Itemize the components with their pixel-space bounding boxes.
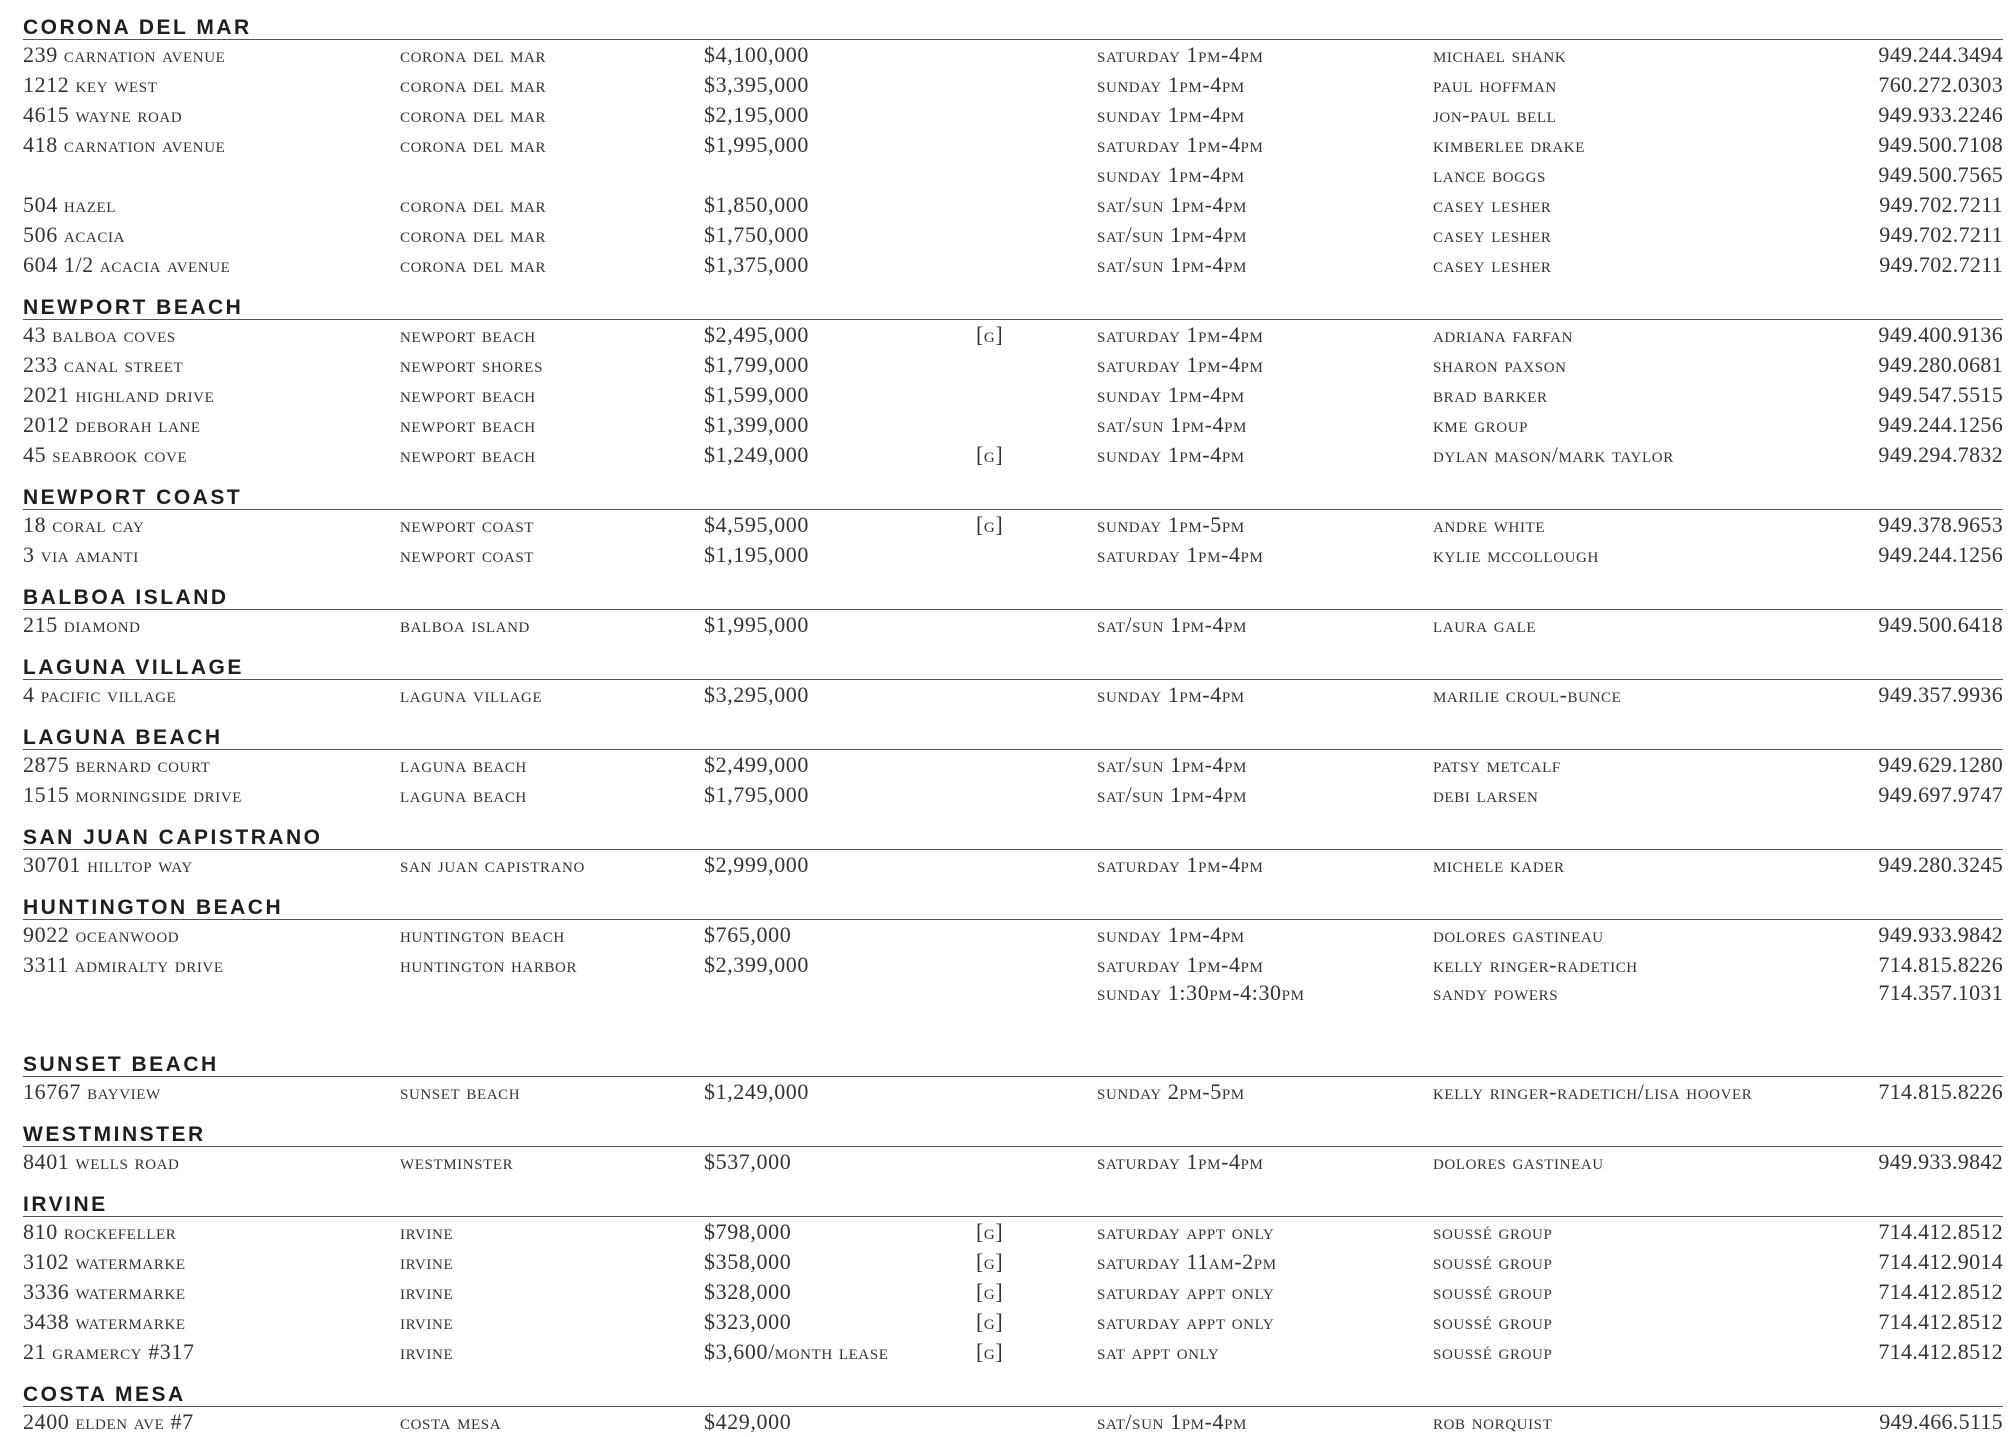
- listing-price: $1,750,000: [704, 222, 809, 247]
- listing-price: $537,000: [704, 1149, 792, 1174]
- listing-phone: 949.280.0681: [1878, 352, 2003, 377]
- section-spacer: [23, 1008, 2003, 1037]
- listing-price: $1,399,000: [704, 412, 809, 437]
- listing-open-house-time: saturday 1pm-4pm: [1097, 132, 1264, 157]
- listing-row: [23, 130, 2003, 160]
- listing-row: [23, 160, 2003, 190]
- listing-price: $1,249,000: [704, 442, 809, 467]
- listing-address: 506 acacia: [23, 222, 126, 247]
- listing-city: corona del mar: [400, 222, 547, 247]
- area-section: [23, 280, 2003, 470]
- listing-phone: 714.412.8512: [1878, 1279, 2003, 1304]
- listing-agent: casey lesher: [1433, 252, 1552, 277]
- section-title: CORONA DEL MAR: [23, 16, 252, 39]
- listing-price: $1,375,000: [704, 252, 809, 277]
- listing-price: $358,000: [704, 1249, 792, 1274]
- listing-agent: kylie mccollough: [1433, 542, 1599, 567]
- listing-phone: 949.244.1256: [1878, 412, 2003, 437]
- area-section: [23, 880, 2003, 1037]
- listing-phone: 714.412.8512: [1878, 1339, 2003, 1364]
- section-header: [23, 470, 2003, 510]
- listing-open-house-time: sat/sun 1pm-4pm: [1097, 222, 1247, 247]
- listing-price: $1,249,000: [704, 1079, 809, 1104]
- listing-address: 2012 deborah lane: [23, 412, 201, 437]
- listing-phone: 949.933.9842: [1878, 922, 2003, 947]
- listing-agent: laura gale: [1433, 612, 1537, 637]
- section-header: [23, 1107, 2003, 1147]
- listing-agent: michele kader: [1433, 852, 1565, 877]
- section-header: [23, 280, 2003, 320]
- area-section: [23, 640, 2003, 710]
- listing-open-house-time: saturday 1pm-4pm: [1097, 1149, 1264, 1174]
- listing-row: [23, 980, 2003, 1008]
- listing-price: $798,000: [704, 1219, 792, 1244]
- listing-agent: michael shank: [1433, 42, 1567, 67]
- listing-address: 16767 bayview: [23, 1079, 161, 1104]
- listing-price: $765,000: [704, 922, 792, 947]
- listing-agent: kelly ringer-radetich/lisa hoover: [1433, 1079, 1753, 1104]
- listing-agent: dylan mason/mark taylor: [1433, 442, 1674, 467]
- listing-agent: dolores gastineau: [1433, 922, 1604, 947]
- section-title: NEWPORT COAST: [23, 486, 243, 509]
- section-title: LAGUNA VILLAGE: [23, 656, 244, 679]
- listing-city: newport beach: [400, 412, 536, 437]
- listing-agent: soussé group: [1433, 1339, 1553, 1364]
- section-title: SUNSET BEACH: [23, 1053, 219, 1076]
- listing-city: huntington beach: [400, 922, 565, 947]
- section-title: WESTMINSTER: [23, 1123, 206, 1146]
- listing-address: 3438 watermarke: [23, 1309, 186, 1334]
- listing-address: 239 carnation avenue: [23, 42, 226, 67]
- listing-phone: 949.357.9936: [1878, 682, 2003, 707]
- listing-city: costa mesa: [400, 1409, 502, 1434]
- listing-open-house-time: sunday 1pm-4pm: [1097, 682, 1245, 707]
- open-house-listing: [23, 0, 2003, 1437]
- listing-garage-tag: [g]: [976, 1339, 1004, 1364]
- listing-address: 4 pacific village: [23, 682, 177, 707]
- listing-price: $3,600/month lease: [704, 1339, 889, 1364]
- listing-city: sunset beach: [400, 1079, 521, 1104]
- listing-city: newport beach: [400, 382, 536, 407]
- listing-agent: soussé group: [1433, 1219, 1553, 1244]
- listing-garage-tag: [g]: [976, 512, 1004, 537]
- listing-price: $2,399,000: [704, 952, 809, 977]
- listing-phone: 949.702.7211: [1879, 192, 2003, 217]
- listing-address: 4615 wayne road: [23, 102, 183, 127]
- listing-row: [23, 1147, 2003, 1177]
- listing-row: [23, 540, 2003, 570]
- listing-address: 2400 elden ave #7: [23, 1409, 194, 1434]
- listing-agent: marilie croul-bunce: [1433, 682, 1622, 707]
- listing-row: [23, 510, 2003, 540]
- listing-open-house-time: saturday 1pm-4pm: [1097, 952, 1264, 977]
- listing-open-house-time: saturday 1pm-4pm: [1097, 42, 1264, 67]
- section-title: COSTA MESA: [23, 1383, 186, 1406]
- section-header: [23, 640, 2003, 680]
- listing-row: [23, 250, 2003, 280]
- listing-price: $3,295,000: [704, 682, 809, 707]
- listing-address: 30701 hilltop way: [23, 852, 193, 877]
- area-section: [23, 1177, 2003, 1367]
- listing-price: $1,995,000: [704, 612, 809, 637]
- listing-phone: 949.500.6418: [1878, 612, 2003, 637]
- section-header: [23, 0, 2003, 40]
- listing-phone: 949.702.7211: [1879, 222, 2003, 247]
- listing-phone: 714.815.8226: [1878, 952, 2003, 977]
- listing-agent: adriana farfan: [1433, 322, 1574, 347]
- listing-row: [23, 220, 2003, 250]
- listing-open-house-time: sunday 1pm-4pm: [1097, 72, 1245, 97]
- listing-open-house-time: sunday 1pm-4pm: [1097, 922, 1245, 947]
- listing-price: $4,595,000: [704, 512, 809, 537]
- listing-agent: andre white: [1433, 512, 1546, 537]
- listing-garage-tag: [g]: [976, 1249, 1004, 1274]
- listing-open-house-time: sat/sun 1pm-4pm: [1097, 412, 1247, 437]
- listing-garage-tag: [g]: [976, 1219, 1004, 1244]
- area-section: [23, 710, 2003, 810]
- listing-phone: 949.244.1256: [1878, 542, 2003, 567]
- listing-city: newport coast: [400, 542, 535, 567]
- listing-address: 233 canal street: [23, 352, 184, 377]
- listing-open-house-time: sat/sun 1pm-4pm: [1097, 252, 1247, 277]
- listing-address: 3336 watermarke: [23, 1279, 186, 1304]
- listing-address: 45 seabrook cove: [23, 442, 188, 467]
- listing-open-house-time: sunday 1pm-4pm: [1097, 102, 1245, 127]
- listing-agent: soussé group: [1433, 1279, 1553, 1304]
- listing-agent: lance boggs: [1433, 162, 1546, 187]
- listing-address: 3102 watermarke: [23, 1249, 186, 1274]
- listing-price: $2,495,000: [704, 322, 809, 347]
- listing-price: $429,000: [704, 1409, 792, 1434]
- listing-row: [23, 100, 2003, 130]
- section-header: [23, 1177, 2003, 1217]
- listing-row: [23, 410, 2003, 440]
- listing-city: corona del mar: [400, 132, 547, 157]
- listing-city: irvine: [400, 1249, 454, 1274]
- listing-open-house-time: sunday 1pm-5pm: [1097, 512, 1245, 537]
- listing-agent: kme group: [1433, 412, 1529, 437]
- listing-price: $3,395,000: [704, 72, 809, 97]
- listing-price: $323,000: [704, 1309, 792, 1334]
- listing-row: [23, 950, 2003, 980]
- listing-city: westminster: [400, 1149, 514, 1174]
- listing-phone: 714.412.8512: [1878, 1219, 2003, 1244]
- listing-open-house-time: sunday 2pm-5pm: [1097, 1079, 1245, 1104]
- listing-price: $4,100,000: [704, 42, 809, 67]
- listing-row: [23, 610, 2003, 640]
- listing-agent: dolores gastineau: [1433, 1149, 1604, 1174]
- listing-row: [23, 1337, 2003, 1367]
- listing-agent: kimberlee drake: [1433, 132, 1585, 157]
- listing-address: 3311 admiralty drive: [23, 952, 224, 977]
- listing-address: 418 carnation avenue: [23, 132, 226, 157]
- listing-agent: kelly ringer-radetich: [1433, 952, 1638, 977]
- listing-city: newport beach: [400, 322, 536, 347]
- listing-row: [23, 70, 2003, 100]
- listing-phone: 949.400.9136: [1878, 322, 2003, 347]
- listing-address: 43 balboa coves: [23, 322, 176, 347]
- section-title: BALBOA ISLAND: [23, 586, 229, 609]
- listing-agent: casey lesher: [1433, 222, 1552, 247]
- listing-open-house-time: sat/sun 1pm-4pm: [1097, 1409, 1247, 1434]
- listing-row: [23, 780, 2003, 810]
- listing-address: 2875 bernard court: [23, 752, 211, 777]
- listing-row: [23, 1077, 2003, 1107]
- listing-price: $328,000: [704, 1279, 792, 1304]
- area-section: [23, 810, 2003, 880]
- listing-agent: sandy powers: [1433, 980, 1559, 1005]
- listing-phone: 949.629.1280: [1878, 752, 2003, 777]
- listing-phone: 949.547.5515: [1878, 382, 2003, 407]
- listing-price: $2,499,000: [704, 752, 809, 777]
- listing-city: newport shores: [400, 352, 544, 377]
- listing-address: 9022 oceanwood: [23, 922, 180, 947]
- listing-open-house-time: saturday 1pm-4pm: [1097, 542, 1264, 567]
- listing-agent: jon-paul bell: [1433, 102, 1557, 127]
- listing-price: $1,195,000: [704, 542, 809, 567]
- listing-city: corona del mar: [400, 42, 547, 67]
- listing-city: laguna beach: [400, 782, 527, 807]
- listing-phone: 949.280.3245: [1878, 852, 2003, 877]
- listing-row: [23, 440, 2003, 470]
- listing-price: $2,999,000: [704, 852, 809, 877]
- listing-price: $2,195,000: [704, 102, 809, 127]
- listing-open-house-time: sat/sun 1pm-4pm: [1097, 752, 1247, 777]
- listing-open-house-time: sunday 1:30pm-4:30pm: [1097, 980, 1305, 1005]
- listing-agent: sharon paxson: [1433, 352, 1567, 377]
- listing-open-house-time: sat/sun 1pm-4pm: [1097, 782, 1247, 807]
- listing-phone: 714.412.9014: [1878, 1249, 2003, 1274]
- listing-garage-tag: [g]: [976, 1309, 1004, 1334]
- listing-city: huntington harbor: [400, 952, 578, 977]
- listing-address: 18 coral cay: [23, 512, 145, 537]
- listing-phone: 949.466.5115: [1879, 1409, 2003, 1434]
- listing-city: san juan capistrano: [400, 852, 585, 877]
- listing-phone: 949.294.7832: [1878, 442, 2003, 467]
- listing-agent: debi larsen: [1433, 782, 1539, 807]
- listing-city: corona del mar: [400, 192, 547, 217]
- listing-agent: brad barker: [1433, 382, 1548, 407]
- listing-row: [23, 1307, 2003, 1337]
- listing-open-house-time: saturday appt only: [1097, 1279, 1275, 1304]
- section-title: SAN JUAN CAPISTRANO: [23, 826, 323, 849]
- listing-address: 1515 morningside drive: [23, 782, 243, 807]
- listing-phone: 949.378.9653: [1878, 512, 2003, 537]
- listing-price: $1,799,000: [704, 352, 809, 377]
- section-header: [23, 570, 2003, 610]
- listing-city: newport beach: [400, 442, 536, 467]
- area-section: [23, 470, 2003, 570]
- listing-city: laguna beach: [400, 752, 527, 777]
- listing-phone: 949.500.7108: [1878, 132, 2003, 157]
- section-title: IRVINE: [23, 1193, 108, 1216]
- listing-phone: 949.702.7211: [1879, 252, 2003, 277]
- listing-city: irvine: [400, 1279, 454, 1304]
- listing-row: [23, 1247, 2003, 1277]
- section-title: NEWPORT BEACH: [23, 296, 244, 319]
- listing-address: 21 gramercy #317: [23, 1339, 195, 1364]
- listing-row: [23, 190, 2003, 220]
- area-section: [23, 1367, 2003, 1437]
- area-section: [23, 1037, 2003, 1107]
- listing-city: irvine: [400, 1339, 454, 1364]
- listing-address: 604 1/2 acacia avenue: [23, 252, 231, 277]
- listing-phone: 949.933.9842: [1878, 1149, 2003, 1174]
- listing-open-house-time: sunday 1pm-4pm: [1097, 442, 1245, 467]
- listing-address: 8401 wells road: [23, 1149, 180, 1174]
- listing-address: 3 via amanti: [23, 542, 139, 567]
- listing-city: newport coast: [400, 512, 535, 537]
- listing-price: $1,995,000: [704, 132, 809, 157]
- listing-row: [23, 320, 2003, 350]
- listing-agent: soussé group: [1433, 1309, 1553, 1334]
- listing-address: 2021 highland drive: [23, 382, 215, 407]
- listing-phone: 714.357.1031: [1878, 980, 2003, 1005]
- listing-row: [23, 350, 2003, 380]
- area-section: [23, 0, 2003, 280]
- listing-price: $1,795,000: [704, 782, 809, 807]
- listing-open-house-time: saturday appt only: [1097, 1219, 1275, 1244]
- listing-open-house-time: saturday appt only: [1097, 1309, 1275, 1334]
- listing-agent: rob norquist: [1433, 1409, 1553, 1434]
- listing-phone: 714.412.8512: [1878, 1309, 2003, 1334]
- listing-city: corona del mar: [400, 72, 547, 97]
- listing-phone: 949.933.2246: [1878, 102, 2003, 127]
- listing-city: irvine: [400, 1219, 454, 1244]
- listing-price: $1,850,000: [704, 192, 809, 217]
- section-header: [23, 1037, 2003, 1077]
- section-header: [23, 710, 2003, 750]
- listing-city: corona del mar: [400, 102, 547, 127]
- listing-price: $1,599,000: [704, 382, 809, 407]
- listing-row: [23, 920, 2003, 950]
- listing-open-house-time: sat/sun 1pm-4pm: [1097, 612, 1247, 637]
- section-header: [23, 1367, 2003, 1407]
- listing-phone: 949.500.7565: [1878, 162, 2003, 187]
- listing-garage-tag: [g]: [976, 1279, 1004, 1304]
- listing-row: [23, 750, 2003, 780]
- listing-open-house-time: saturday 11am-2pm: [1097, 1249, 1277, 1274]
- area-section: [23, 1107, 2003, 1177]
- listing-open-house-time: sunday 1pm-4pm: [1097, 382, 1245, 407]
- listing-row: [23, 1277, 2003, 1307]
- section-title: LAGUNA BEACH: [23, 726, 223, 749]
- listing-row: [23, 850, 2003, 880]
- listing-garage-tag: [g]: [976, 442, 1004, 467]
- listing-address: 504 hazel: [23, 192, 117, 217]
- listing-phone: 949.697.9747: [1878, 782, 2003, 807]
- listing-row: [23, 1407, 2003, 1437]
- listing-address: 810 rockefeller: [23, 1219, 177, 1244]
- section-header: [23, 880, 2003, 920]
- listing-open-house-time: sunday 1pm-4pm: [1097, 162, 1245, 187]
- listing-city: laguna village: [400, 682, 543, 707]
- listing-open-house-time: saturday 1pm-4pm: [1097, 352, 1264, 377]
- section-title: HUNTINGTON BEACH: [23, 896, 284, 919]
- listing-agent: patsy metcalf: [1433, 752, 1561, 777]
- listing-phone: 714.815.8226: [1878, 1079, 2003, 1104]
- listing-open-house-time: sat appt only: [1097, 1339, 1220, 1364]
- listing-row: [23, 1217, 2003, 1247]
- area-section: [23, 570, 2003, 640]
- section-header: [23, 810, 2003, 850]
- listing-city: balboa island: [400, 612, 530, 637]
- listing-row: [23, 40, 2003, 70]
- listing-row: [23, 680, 2003, 710]
- listing-phone: 949.244.3494: [1878, 42, 2003, 67]
- listing-address: 215 diamond: [23, 612, 141, 637]
- listing-agent: casey lesher: [1433, 192, 1552, 217]
- listing-city: irvine: [400, 1309, 454, 1334]
- listing-open-house-time: sat/sun 1pm-4pm: [1097, 192, 1247, 217]
- listing-agent: soussé group: [1433, 1249, 1553, 1274]
- listing-city: corona del mar: [400, 252, 547, 277]
- listing-garage-tag: [g]: [976, 322, 1004, 347]
- listing-open-house-time: saturday 1pm-4pm: [1097, 852, 1264, 877]
- listing-phone: 760.272.0303: [1878, 72, 2003, 97]
- listing-open-house-time: saturday 1pm-4pm: [1097, 322, 1264, 347]
- listing-agent: paul hoffman: [1433, 72, 1557, 97]
- listing-row: [23, 380, 2003, 410]
- listing-address: 1212 key west: [23, 72, 158, 97]
